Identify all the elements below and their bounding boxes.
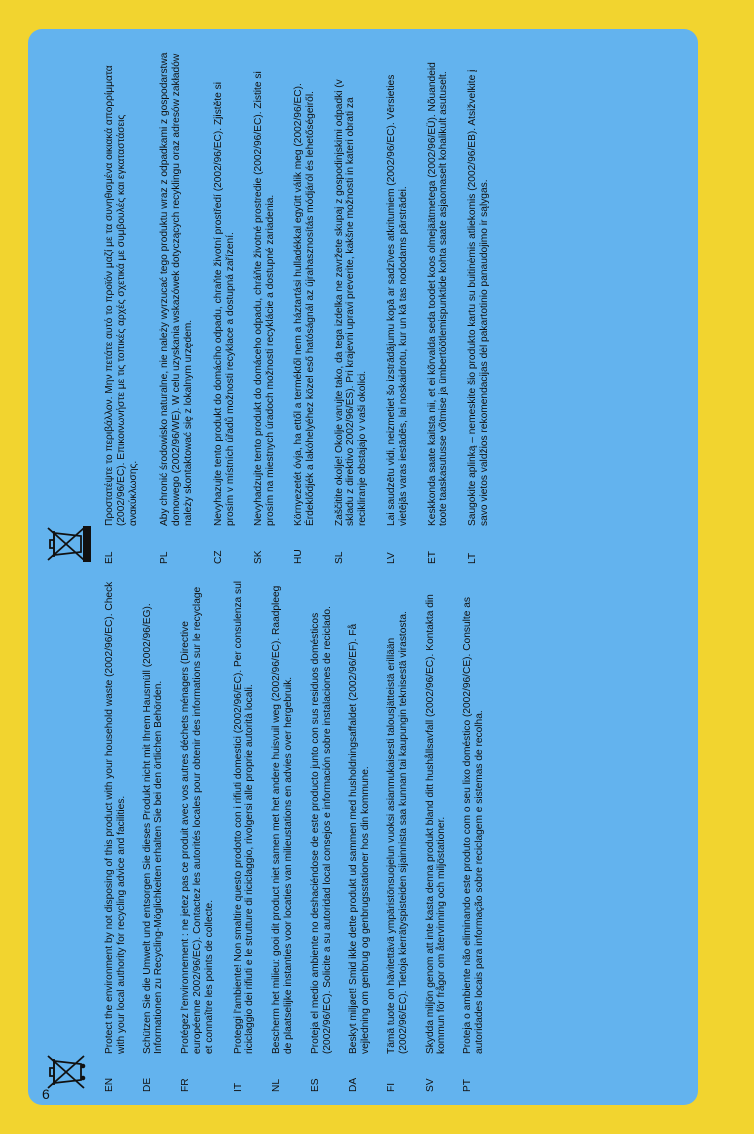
- lang-code: SV: [424, 1078, 436, 1092]
- lang-entry-es: [310, 572, 334, 1092]
- lang-entry-fr: [180, 572, 215, 1092]
- lang-text: Beskyt miljøet! Smid ikke dette produkt ud sammen med husholdningsaffaldet (2002/96/EF). Få vejledning om genbrug og genbrugsstationer hos din kommune.: [348, 623, 372, 1054]
- lang-entry-de: [142, 572, 166, 1092]
- lang-text: Saugokite aplinką – nemeskite šio produkto kartu su buitinėmis atliekomis (2002/96/EB). Atsižvelkite į savo vietos valdžios rekomendacijas dėl pakartotinio panaudojimo ir sąlygas.: [467, 69, 490, 526]
- lang-code: PL: [159, 551, 171, 564]
- lang-code: FI: [385, 1082, 397, 1092]
- lang-entry-cz: [213, 44, 237, 564]
- lang-entry-lt: [467, 44, 491, 564]
- lang-entry-et: [427, 44, 451, 564]
- lang-text: Προστατέψτε το περιβάλλον. Μην πετάτε αυτό το προϊόν μαζί με τα συνηθισμένα οικιακά απορρίμματα (2002/96/EC). Επικοινωνήστε με τις τοπικές αρχές σχετικά με συμβουλές και εγκαταστάσεις ανακύκλωσης.: [104, 65, 139, 526]
- lang-code: LT: [467, 552, 479, 564]
- info-panel: [28, 29, 698, 1105]
- lang-entry-hu: [293, 44, 317, 564]
- lang-text: Aby chronić środowisko naturalne, nie należy wyrzucać tego produktu wraz z odpadkami z gospodarstwa domowego (2002/96/WE). W celu uzyskania wskazówek dotyczących recyklingu oraz adresów zakładów należy skontaktować się z lokalnym urzędem.: [159, 52, 194, 526]
- lang-text: Bescherm het milieu: gooi dit product niet samen met het andere huisvuil weg (2002/96/EC). Raadpleeg de plaatselijke instanties voor locaties van milieustations en advies over hergebruik.: [271, 585, 294, 1054]
- lang-text: Zaščitite okolje! Okolje varujte tako, da tega izdelka ne zavržete skupaj z gospodinjskimi odpadki (v skladu z direktivo 2002/96/ES). Pri krajevni upravi preverite, kakšne možnosti in kateri obrati za recikliranje obstajajo v vaši okolici.: [333, 79, 369, 526]
- lang-text: Protect the environment by not disposing of this product with your household waste (2002/96/EC). Check with your local authority for recycling advice and facilities.: [104, 581, 127, 1054]
- lang-entry-nl: [271, 572, 295, 1092]
- lang-entry-sk: [253, 44, 277, 564]
- lang-text: Nevyhazujte tento produkt do domácího odpadu, chraňte životní prostředí (2002/96/EC). Zjistěte si prosím v místních úřadů možnosti recyklace a dostupná zařízení.: [212, 82, 236, 526]
- crossed-bin-icon: [45, 1052, 87, 1092]
- lang-text: Keskkonda saate kaitsta nii, et ei kõrvalda seda toodet koos olmejäätmetega (2002/96/EÜ). Nõuandeid toote taaskasutusse võtmise ja ümbertöötlemispunktide kohta saate asjaomaselt kohalikult asutuselt.: [426, 62, 450, 526]
- lang-entry-sl: [334, 44, 369, 564]
- page-number: 6: [42, 1086, 50, 1102]
- lang-entry-sv: [425, 572, 449, 1092]
- lang-code: IT: [232, 1082, 244, 1092]
- right-column-header: [39, 44, 104, 564]
- right-entry-list: [104, 44, 491, 564]
- lang-code: EL: [104, 551, 115, 564]
- left-column: [39, 572, 687, 1092]
- crossed-bin-icon: [45, 524, 87, 564]
- lang-entry-el: [104, 44, 139, 564]
- lang-text: Tämä tuote on hävitettävä ympäristönsuojelun vuoksi asianmukaisesti talousjätteistä erillään (2002/96/EC). Tietoja kierrätyspisteiden sijainnista saa kunnan tai kaupungin teknisestä virastosta.: [385, 611, 409, 1054]
- lang-text: Proteja el medio ambiente no deshaciéndose de este producto junto con sus residuos domésticos (2002/96/EC). Solicite a su autoridad local consejos e información sobre instalaciones de reciclado.: [309, 606, 333, 1054]
- lang-code: NL: [271, 1078, 283, 1092]
- left-entry-list: [104, 572, 486, 1092]
- bin-underline-bar: [83, 526, 91, 562]
- lang-code: SK: [253, 550, 265, 564]
- lang-text: Protégez l'environnement : ne jetez pas ce produit avec vos autres déchets ménagers (Directive européenne 2002/96/EC). Contactez les autorités locales pour obtenir des informations sur le recyclage et connaître les points de collecte.: [180, 586, 215, 1054]
- right-column: [39, 44, 687, 564]
- lang-code: LV: [385, 552, 397, 564]
- lang-entry-lv: [386, 44, 410, 564]
- lang-code: ET: [426, 550, 438, 564]
- lang-text: Proteggi l'ambiente! Non smaltire questo prodotto con i rifiuti domestici (2002/96/EC). Per consulenza sul riciclaggio dei rifiuti e le strutture di riciclaggio, rivolgersi alle proprie autorità locali.: [232, 580, 256, 1054]
- lang-entry-fi: [386, 572, 410, 1092]
- left-column-header: [39, 572, 104, 1092]
- lang-code: ES: [309, 1078, 321, 1092]
- lang-code: PT: [462, 1078, 474, 1092]
- lang-entry-pt: [462, 572, 486, 1092]
- lang-text: Proteja o ambiente não eliminando este produto com o seu lixo doméstico (2002/96/CE). Consulte as autoridades locais para informação sobre reciclagem e sistemas de recolha.: [462, 597, 485, 1054]
- lang-text: Skydda miljön genom att inte kasta denna produkt bland ditt hushållsavfall (2002/96/EC). Kontakta din kommun för frågor om återvinning och miljöstationer.: [424, 594, 448, 1054]
- lang-entry-da: [348, 572, 372, 1092]
- lang-code: EN: [104, 1077, 115, 1092]
- lang-entry-pl: [159, 44, 194, 564]
- lang-code: DA: [348, 1077, 360, 1092]
- rotated-content: [39, 42, 687, 1092]
- lang-entry-it: [233, 572, 257, 1092]
- lang-code: FR: [180, 1078, 192, 1092]
- lang-entry-en: [104, 572, 128, 1092]
- lang-code: CZ: [212, 550, 224, 564]
- lang-text: Környezetét óvja, ha ettől a terméktől nem a háztartási hulladékkal együtt válik meg (2002/96/EC). Érdeklődjék a lakóhelyéhez közel eső hatóságnál az újrahasznosítás módjáról és lehetőségeiről.: [292, 83, 316, 526]
- lang-code: HU: [292, 549, 304, 564]
- lang-code: SL: [333, 551, 345, 564]
- lang-text: Nevyhadzujte tento produkt do domáceho odpadu, chráňte životné prostredie (2002/96/EC). Zistite si prosím na miestnych úradoch možnosti recyklácie a dostupné zariadenia.: [253, 71, 277, 526]
- lang-code: DE: [141, 1077, 153, 1092]
- lang-text: Schützen Sie die Umwelt und entsorgen Sie dieses Produkt nicht mit Ihrem Hausmüll (2002/96/EG). Informationen zu Recycling-Möglichkeiten erhalten Sie bei den örtlichen Behörden.: [141, 603, 165, 1054]
- lang-text: Lai saudzētu vidi, neizmetiet šo izstrādājumu kopā ar sadzīves atkritumiem (2002/96/EC). Vērsieties vietējās varas iestādēs, lai noskaidrotu, kur un kā tas nododams pārstrādei.: [385, 74, 409, 526]
